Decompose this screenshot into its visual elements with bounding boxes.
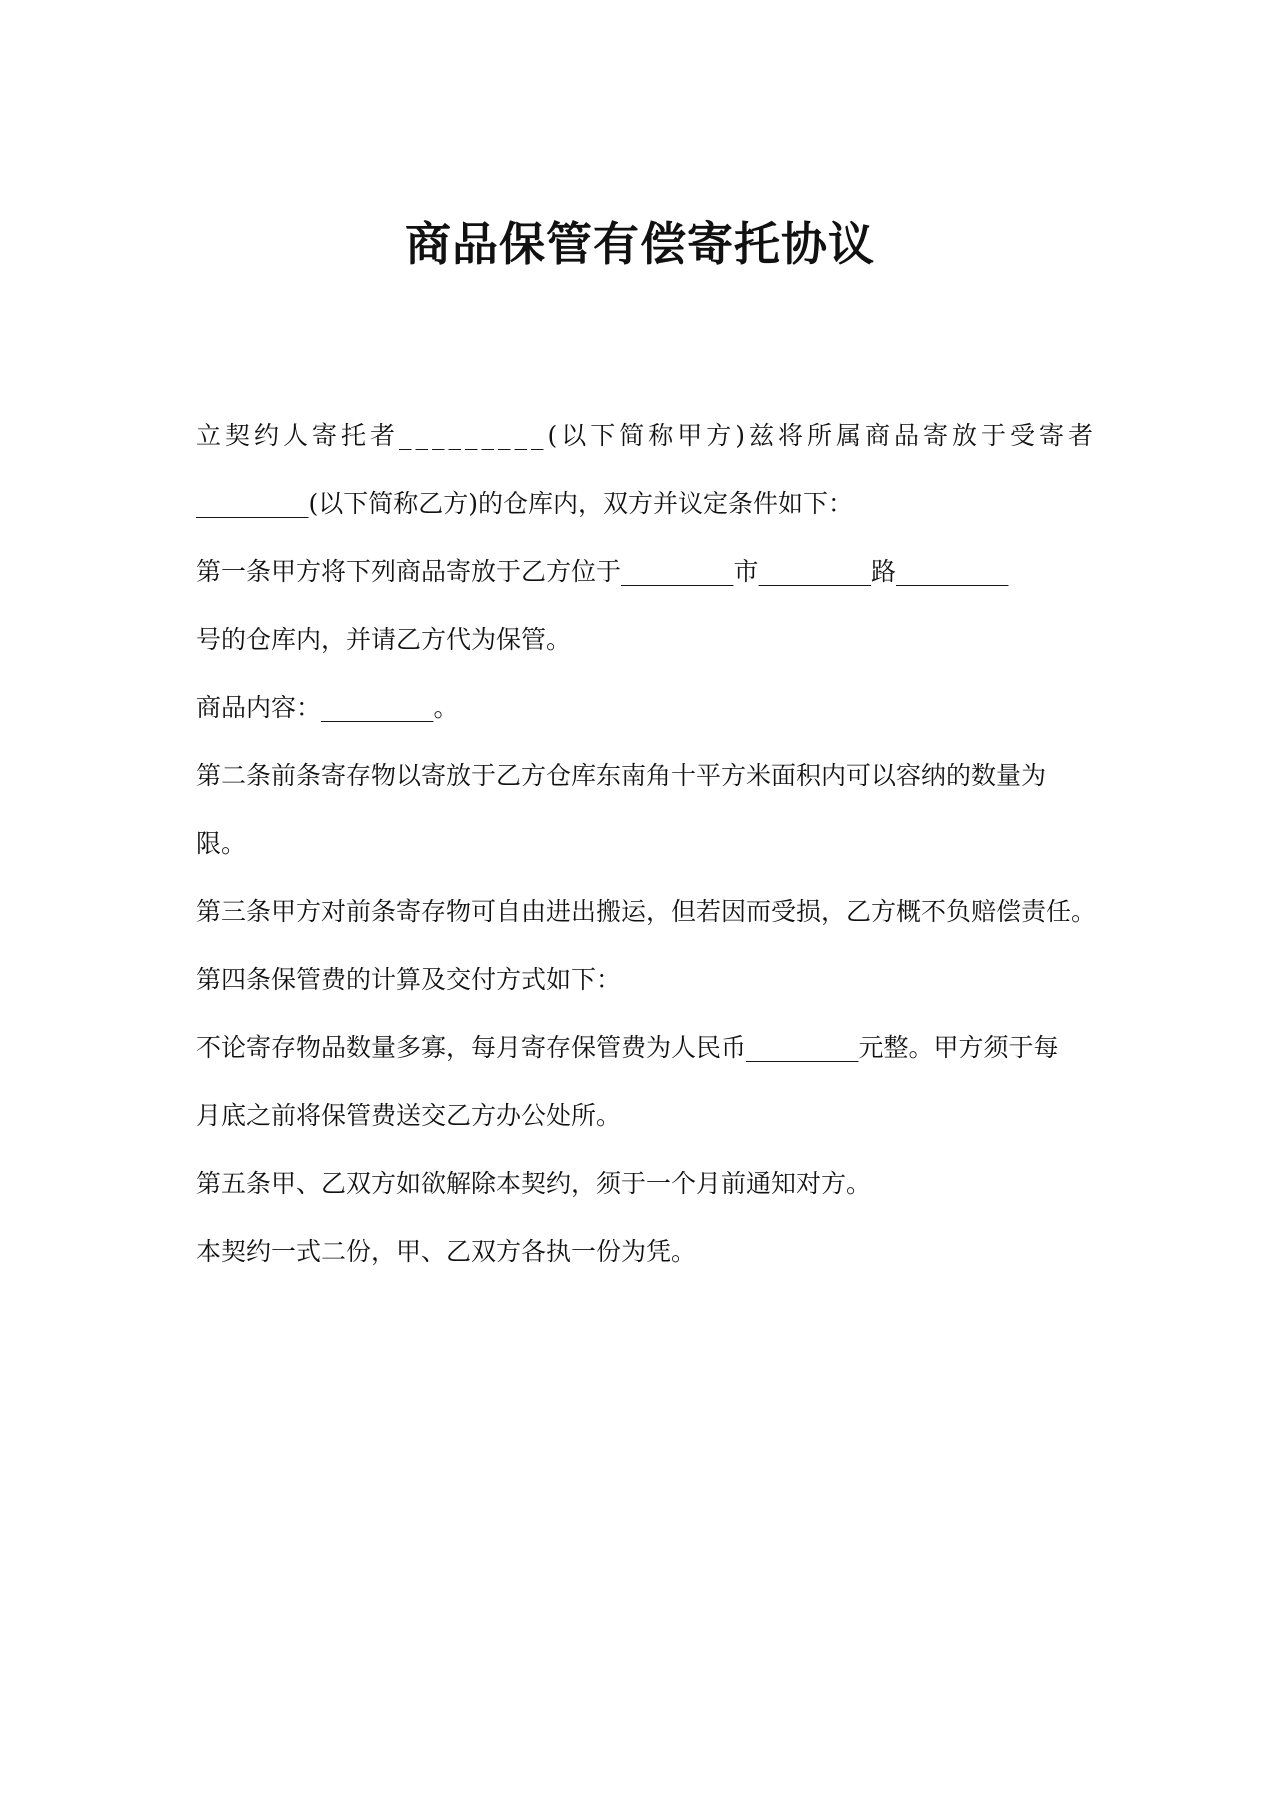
document-body — [196, 402, 1096, 1286]
article-4-detail-line: 月底之前将保管费送交乙方办公处所。 — [196, 1101, 622, 1130]
closing-line: 本契约一式二份，甲、乙双方各执一份为凭。 — [196, 1237, 697, 1266]
article-5-line: 第五条甲、乙双方如欲解除本契约，须于一个月前通知对方。 — [196, 1169, 872, 1198]
document-title: 商品保管有偿寄托协议 — [405, 217, 875, 271]
article-1-line: 号的仓库内，并请乙方代为保管。 — [196, 625, 572, 654]
article-3-line: 第三条甲方对前条寄存物可自由进出搬运，但若因而受损，乙方概不负赔偿责任。 — [196, 897, 1097, 926]
article-2-line: 限。 — [196, 829, 247, 858]
article-4-line: 第四条保管费的计算及交付方式如下： — [196, 965, 622, 994]
article-1-line: 第一条甲方将下列商品寄放于乙方位于_________市_________路_________ — [196, 557, 1009, 586]
article-4-detail-line: 不论寄存物品数量多寡，每月寄存保管费为人民币_________元整。甲方须于每 — [196, 1033, 1059, 1062]
paragraph-line: 立契约人寄托者_________(以下简称甲方)兹将所属商品寄放于受寄者 — [196, 421, 1098, 450]
goods-content-line: 商品内容：_________。 — [196, 693, 459, 722]
article-2-line: 第二条前条寄存物以寄放于乙方仓库东南角十平方米面积内可以容纳的数量为 — [196, 761, 1047, 790]
paragraph-line: _________(以下简称乙方)的仓库内，双方并议定条件如下： — [196, 489, 854, 518]
